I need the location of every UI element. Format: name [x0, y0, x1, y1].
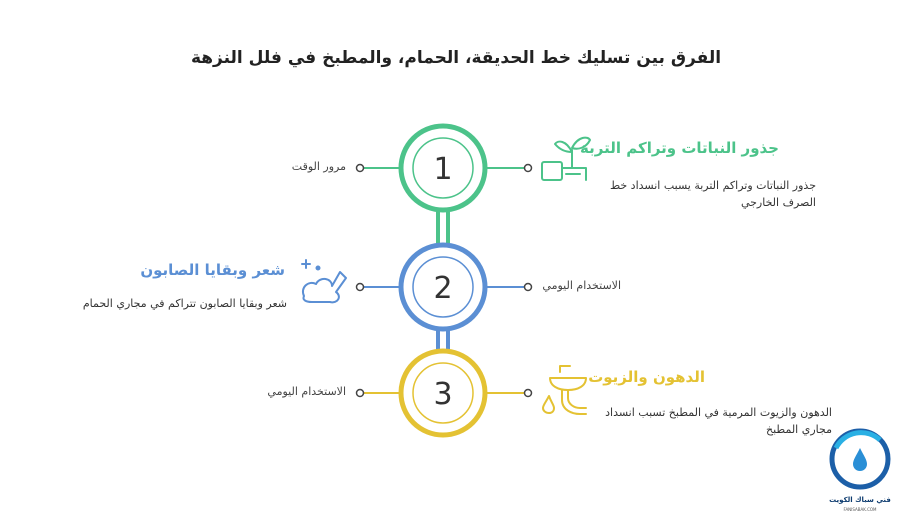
- stage-2-heading: شعر وبقايا الصابون: [140, 261, 285, 279]
- stage-3-description: الدهون والزيوت المرمية في المطبخ تسبب انسداد مجاري المطبخ: [605, 406, 832, 436]
- company-logo: [832, 431, 888, 487]
- stage-2-description: شعر وبقايا الصابون تتراكم في مجاري الحمام: [82, 297, 287, 310]
- logo-name: فني سباك الكويت: [829, 496, 891, 504]
- stage-3: [357, 351, 532, 435]
- stage-2: [357, 245, 532, 329]
- sink-drain-icon: [543, 366, 586, 414]
- stage-3-heading: الدهون والزيوت: [588, 368, 705, 386]
- stage-3-side-label: الاستخدام اليومي: [267, 385, 346, 398]
- stage-1-heading: جذور النباتات وتراكم التربة: [580, 139, 779, 157]
- stage-2-side-label: الاستخدام اليومي: [542, 279, 621, 292]
- page-title: الفرق بين تسليك خط الحديقة، الحمام، والمطبخ في فلل النزهة: [190, 48, 722, 68]
- soap-icon: [302, 260, 346, 302]
- stage-1-side-label: مرور الوقت: [291, 160, 346, 173]
- logo-subtitle: FANISABAK.COM: [843, 507, 877, 512]
- stage-2-number: 2: [433, 271, 453, 306]
- stage-1-description: جذور النباتات وتراكم التربة يسبب انسداد خط الصرف الخارجي: [609, 179, 816, 209]
- stage-1-number: 1: [433, 152, 453, 187]
- stage-3-number: 3: [433, 377, 453, 412]
- stage-1: [357, 126, 532, 210]
